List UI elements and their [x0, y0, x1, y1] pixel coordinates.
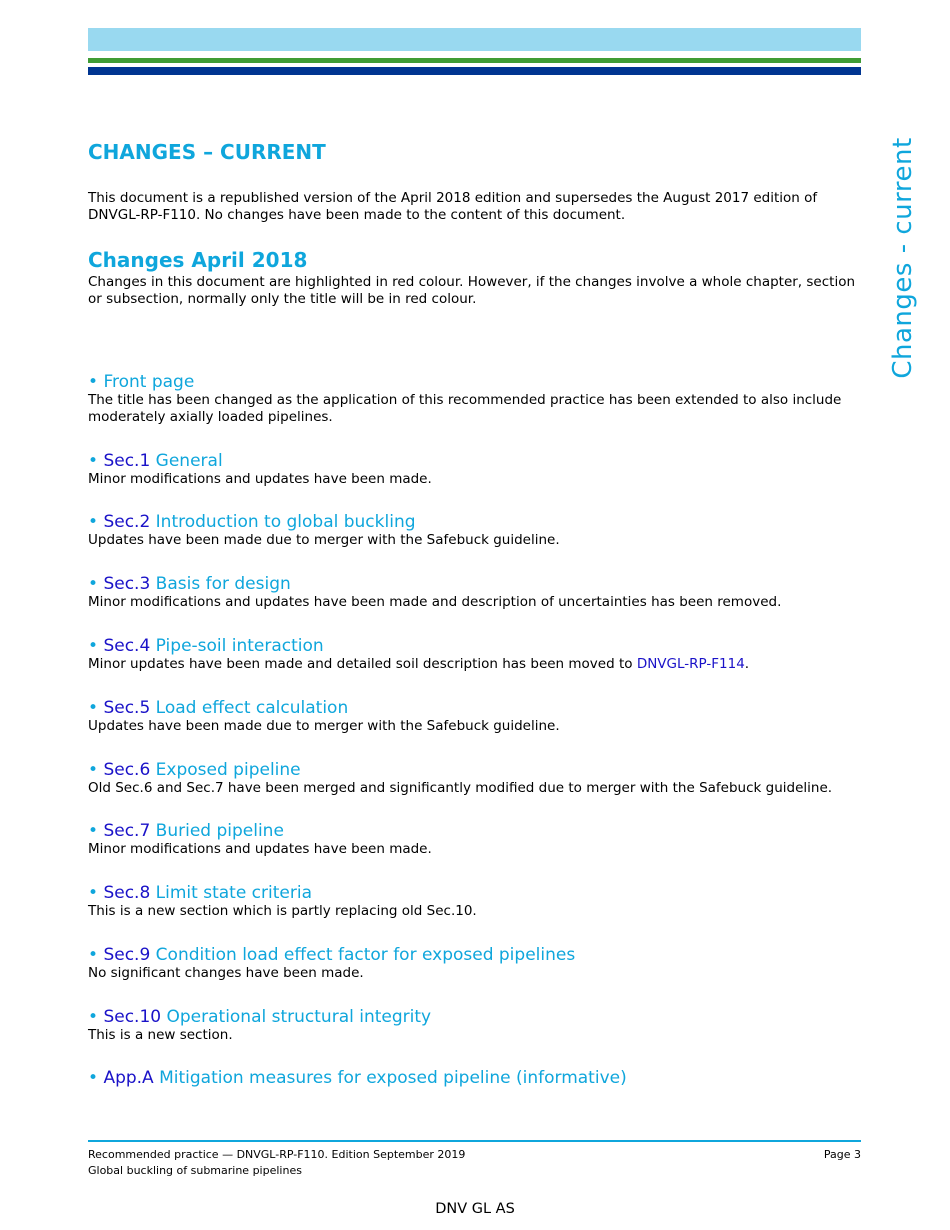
- header-band-green: [88, 58, 861, 63]
- reference-link[interactable]: DNVGL-RP-F114: [636, 656, 745, 672]
- section-title[interactable]: Limit state criteria: [155, 883, 313, 903]
- bullet-icon: •: [88, 372, 99, 392]
- section-ref-link[interactable]: Sec.4: [103, 636, 151, 656]
- section-title[interactable]: General: [155, 451, 223, 471]
- section-sec10: [88, 1007, 863, 1044]
- section-description: Updates have been made due to merger with the Safebuck guideline.: [88, 718, 560, 734]
- section-appA: [88, 1068, 863, 1088]
- section-description: The title has been changed as the application of this recommended practice has been extended to also include moderately axially loaded pipelines.: [88, 392, 842, 425]
- section-sec6: [88, 760, 863, 797]
- section-title[interactable]: Mitigation measures for exposed pipeline (informative): [159, 1068, 627, 1088]
- section-title[interactable]: Front page: [103, 372, 195, 392]
- section-title[interactable]: Buried pipeline: [155, 821, 284, 841]
- bullet-icon: •: [88, 636, 99, 656]
- section-sec9: [88, 945, 863, 982]
- bullet-icon: •: [88, 1068, 99, 1088]
- section-ref-link[interactable]: Sec.3: [103, 574, 151, 594]
- company-name: DNV GL AS: [435, 1201, 515, 1217]
- footer-doc-line: Recommended practice — DNVGL-RP-F110. Edition September 2019: [88, 1148, 466, 1161]
- section-title[interactable]: Load effect calculation: [155, 698, 349, 718]
- section-sec8: [88, 883, 863, 920]
- intro-paragraph: This document is a republished version of the April 2018 edition and supersedes the August 2017 edition of DNVGL-RP-F110. No changes have been made to the content of this document.: [88, 190, 818, 223]
- section-ref-link[interactable]: Sec.7: [103, 821, 151, 841]
- section-description: This is a new section.: [88, 1027, 233, 1043]
- section-ref-link[interactable]: App.A: [103, 1068, 154, 1088]
- section-title[interactable]: Exposed pipeline: [155, 760, 301, 780]
- footer-rule: [88, 1140, 861, 1142]
- bullet-icon: •: [88, 574, 99, 594]
- page-number: Page 3: [823, 1148, 861, 1161]
- bullet-icon: •: [88, 698, 99, 718]
- footer-info: [88, 1147, 465, 1179]
- header-band-navy: [88, 67, 861, 75]
- section-sec5: [88, 698, 863, 735]
- bullet-icon: •: [88, 1007, 99, 1027]
- section-ref-link[interactable]: Sec.8: [103, 883, 151, 903]
- section-title[interactable]: Introduction to global buckling: [155, 512, 416, 532]
- section-ref-link[interactable]: Sec.5: [103, 698, 151, 718]
- section-description: No significant changes have been made.: [88, 965, 364, 981]
- section-sec7: [88, 821, 863, 858]
- bullet-icon: •: [88, 883, 99, 903]
- section-title[interactable]: Pipe-soil interaction: [155, 636, 324, 656]
- bullet-icon: •: [88, 821, 99, 841]
- header-band-light: [88, 28, 861, 51]
- section-front-page: [88, 372, 863, 426]
- section-description: Minor modifications and updates have been made.: [88, 471, 432, 487]
- changes-heading: Changes April 2018: [88, 248, 308, 272]
- page-heading: CHANGES – CURRENT: [88, 140, 326, 164]
- changes-paragraph: Changes in this document are highlighted in red colour. However, if the changes involve a whole chapter, section or subsection, normally only the title will be in red colour.: [88, 274, 856, 307]
- section-description: Minor modifications and updates have been made.: [88, 841, 432, 857]
- side-title: Changes - current: [888, 137, 918, 379]
- bullet-icon: •: [88, 512, 99, 532]
- bullet-icon: •: [88, 945, 99, 965]
- section-ref-link[interactable]: Sec.10: [103, 1007, 162, 1027]
- section-ref-link[interactable]: Sec.9: [103, 945, 151, 965]
- section-sec2: [88, 512, 863, 549]
- section-description: Updates have been made due to merger with the Safebuck guideline.: [88, 532, 560, 548]
- section-ref-link[interactable]: Sec.2: [103, 512, 151, 532]
- section-description: [88, 656, 863, 673]
- description-text: Minor updates have been made and detailed soil description has been moved to: [88, 656, 637, 672]
- section-description: This is a new section which is partly replacing old Sec.10.: [88, 903, 477, 919]
- footer-title-line: Global buckling of submarine pipelines: [88, 1164, 302, 1177]
- bullet-icon: •: [88, 451, 99, 471]
- bullet-icon: •: [88, 760, 99, 780]
- section-ref-link[interactable]: Sec.6: [103, 760, 151, 780]
- section-title[interactable]: Basis for design: [155, 574, 291, 594]
- section-description: Minor modifications and updates have been made and description of uncertainties has been removed.: [88, 594, 782, 610]
- section-ref-link[interactable]: Sec.1: [103, 451, 151, 471]
- section-sec3: [88, 574, 863, 611]
- section-sec1: [88, 451, 863, 488]
- description-text-end: .: [744, 656, 750, 672]
- section-description: Old Sec.6 and Sec.7 have been merged and significantly modified due to merger with the Safebuck guideline.: [88, 780, 833, 796]
- section-title[interactable]: Operational structural integrity: [166, 1007, 432, 1027]
- section-title[interactable]: Condition load effect factor for exposed pipelines: [155, 945, 576, 965]
- section-sec4: [88, 636, 863, 673]
